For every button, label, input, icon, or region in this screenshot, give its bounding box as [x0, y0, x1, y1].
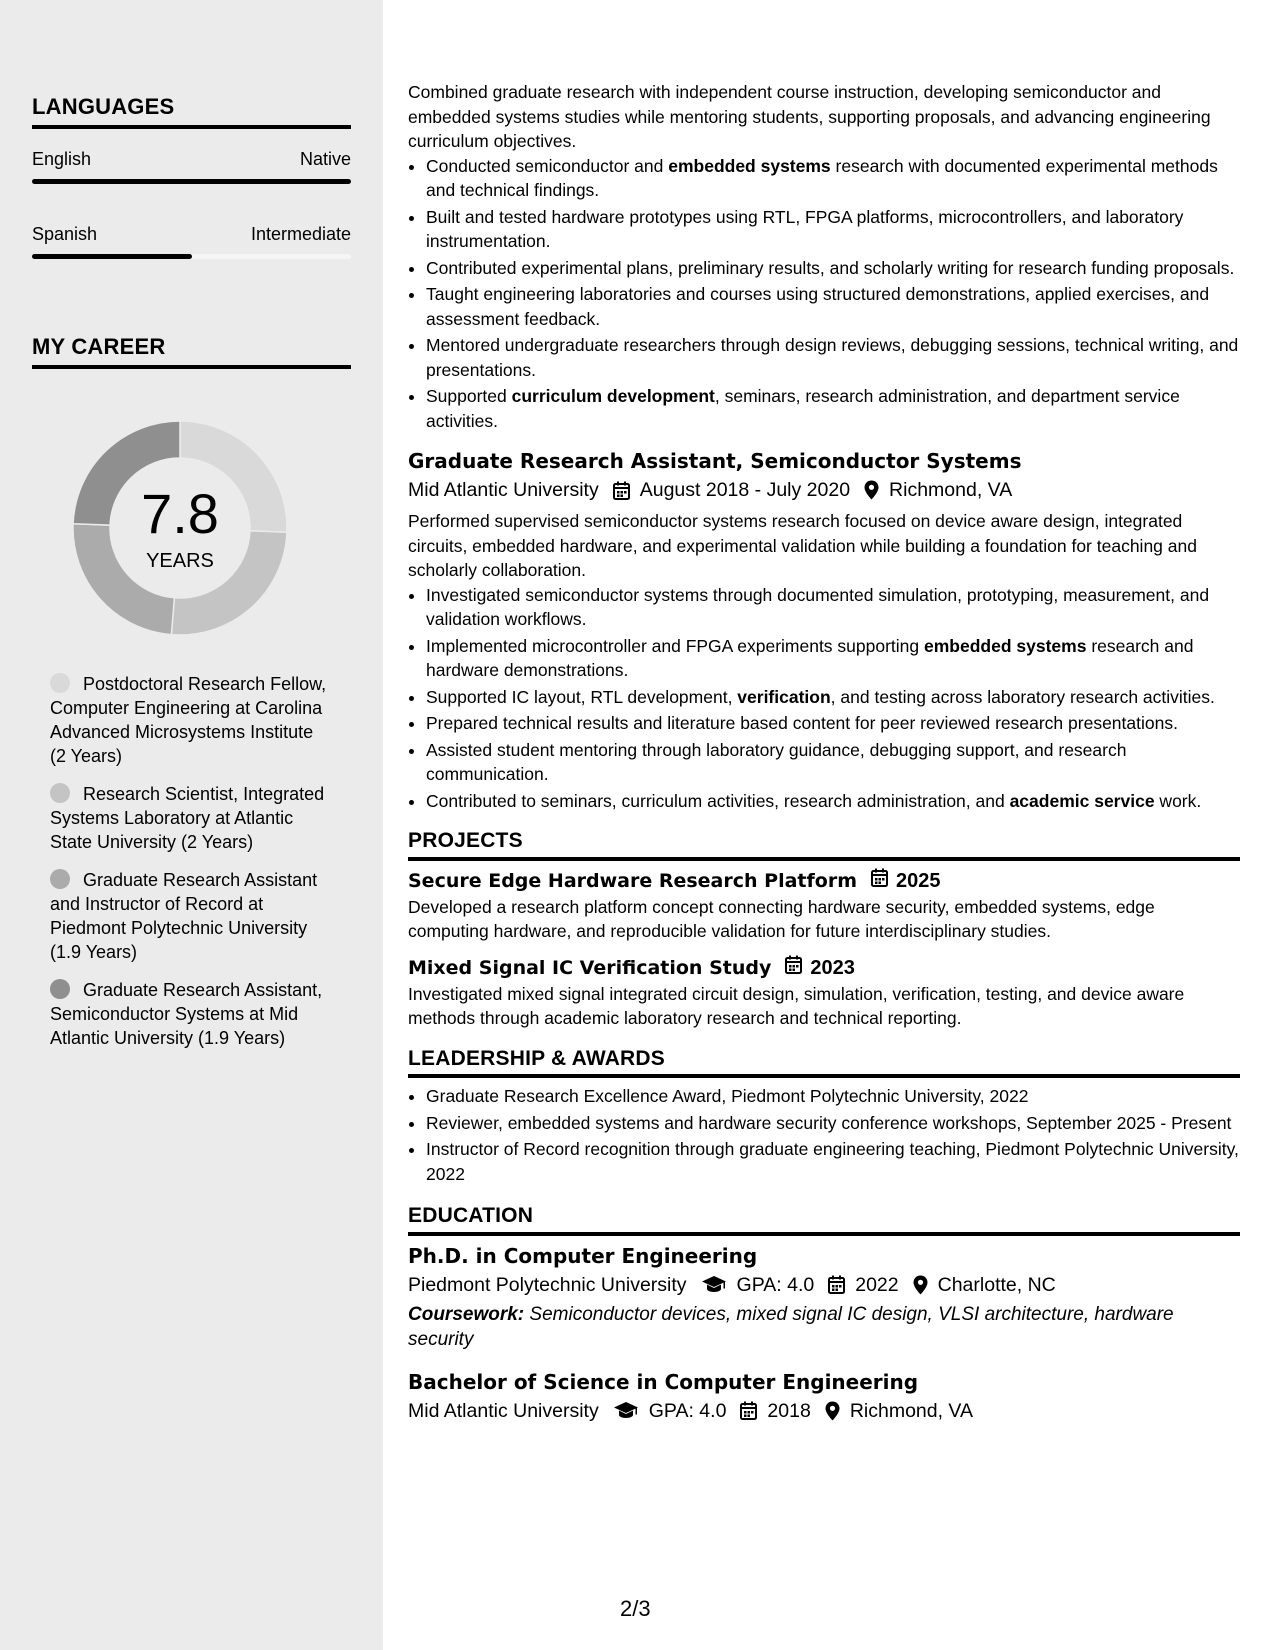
list-item: • Implemented microcontroller and FPGA experiments supporting embedded systems research and hardware demonstrations. [426, 634, 1240, 683]
calendar-icon [871, 867, 888, 895]
project-item [408, 954, 1240, 1031]
career-legend-item [50, 868, 330, 964]
school-name: Piedmont Polytechnic University [408, 1273, 687, 1296]
job-summary: Performed supervised semiconductor systems research focused on device aware design, integrated circuits, embedded hardware, and experimental validation while building a foundation for teaching and scholarly collaboration. [408, 511, 1197, 580]
career-donut-center [64, 412, 296, 644]
project-title: Secure Edge Hardware Research Platform [408, 869, 857, 892]
coursework-label: Coursework: [408, 1303, 525, 1325]
project-title: Mixed Signal IC Verification Study [408, 956, 772, 979]
career-legend-item [50, 782, 330, 854]
career-legend-label: Graduate Research Assistant, Semiconductor Systems at Mid Atlantic University (1.9 Years) [50, 980, 323, 1048]
language-name: Spanish [32, 224, 98, 244]
career-legend-label: Graduate Research Assistant and Instructor of Record at Piedmont Polytechnic University (1.9 Years) [50, 870, 318, 962]
gpa: GPA: 4.0 [648, 1399, 727, 1422]
career-legend-label: Research Scientist, Integrated Systems Laboratory at Atlantic State University (2 Years) [50, 784, 325, 852]
calendar-icon [785, 954, 802, 982]
job-title: Graduate Research Assistant, Semiconductor Systems [408, 449, 1022, 473]
career-legend-item [50, 672, 330, 768]
school-location: Charlotte, NC [937, 1273, 1056, 1296]
career-total-unit: YEARS [146, 550, 214, 572]
career-title: MY CAREER [32, 334, 351, 369]
legend-dot [50, 869, 70, 889]
degree-title: Bachelor of Science in Computer Engineering [408, 1369, 919, 1394]
list-item: • Built and tested hardware prototypes using RTL, FPGA platforms, microcontrollers, and laboratory instrumentation. [426, 205, 1240, 254]
language-name: English [32, 149, 92, 169]
legend-dot [50, 673, 70, 693]
list-item: • Graduate Research Excellence Award, Piedmont Polytechnic University, 2022 [426, 1084, 1240, 1109]
career-total-years: 7.8 [141, 482, 219, 545]
career-legend-label: Postdoctoral Research Fellow, Computer Engineering at Carolina Advanced Microsystems Institute (2 Years) [50, 674, 327, 766]
awards-title: LEADERSHIP & AWARDS [408, 1047, 1240, 1079]
main-content [408, 80, 1240, 1426]
degree-title: Ph.D. in Computer Engineering [408, 1243, 758, 1268]
calendar-icon [828, 1275, 845, 1294]
job-org: Mid Atlantic University [408, 479, 599, 501]
location-pin-icon [825, 1401, 840, 1421]
list-item: • Taught engineering laboratories and courses using structured demonstrations, applied exercises, and assessment feedback. [426, 282, 1240, 331]
language-item [32, 224, 351, 259]
school-location: Richmond, VA [849, 1399, 974, 1422]
education-item [408, 1242, 1240, 1352]
project-year: 2025 [896, 869, 941, 892]
list-item: • Instructor of Record recognition through graduate engineering teaching, Piedmont Polytechnic University, 2022 [426, 1137, 1240, 1186]
location-pin-icon [913, 1275, 928, 1295]
language-bar-fill [32, 254, 192, 259]
sidebar [0, 0, 383, 1650]
job-location: Richmond, VA [889, 479, 1013, 501]
education-meta [408, 1396, 1240, 1426]
language-bar-fill [32, 179, 351, 184]
language-level: Intermediate [250, 224, 351, 244]
page-number: 2/3 [620, 1596, 651, 1621]
graduation-cap-icon [701, 1275, 727, 1294]
projects-title: PROJECTS [408, 829, 1240, 861]
location-pin-icon [864, 480, 879, 500]
project-desc: Investigated mixed signal integrated circuit design, simulation, verification, testing, and device aware methods through academic laboratory research and technical reporting. [408, 983, 1185, 1028]
list-item: • Contributed experimental plans, preliminary results, and scholarly writing for research funding proposals. [426, 256, 1240, 281]
language-item [32, 149, 351, 184]
coursework [408, 1302, 1240, 1352]
list-item: • Conducted semiconductor and embedded systems research with documented experimental methods and technical findings. [426, 154, 1240, 203]
list-item: • Mentored undergraduate researchers through design reviews, debugging sessions, technical writing, and presentations. [426, 333, 1240, 382]
education-meta [408, 1270, 1240, 1300]
list-item: • Prepared technical results and literature based content for peer reviewed research presentations. [426, 711, 1240, 736]
awards-list [408, 1084, 1240, 1186]
coursework-text: Semiconductor devices, mixed signal IC design, VLSI architecture, hardware security [408, 1303, 1174, 1350]
language-bar [32, 179, 351, 184]
language-level: Native [299, 149, 351, 169]
project-item [408, 867, 1240, 944]
career-legend-item [50, 978, 330, 1050]
job-intro-bullets [408, 154, 1240, 434]
job-intro-summary: Combined graduate research with independent course instruction, developing semiconductor and embedded systems studies while mentoring students, supporting proposals, and advancing engineering curriculum objectives. [408, 82, 1211, 151]
list-item: • Supported curriculum development, seminars, research administration, and department service activities. [426, 384, 1240, 433]
job-meta [408, 475, 1240, 505]
career-donut-chart [64, 412, 296, 644]
legend-dot [50, 783, 70, 803]
calendar-icon [740, 1401, 757, 1420]
project-desc: Developed a research platform concept connecting hardware security, embedded systems, edge computing hardware, and reproducible validation for future interdisciplinary studies. [408, 896, 1155, 941]
list-item: • Assisted student mentoring through laboratory guidance, debugging support, and research communication. [426, 738, 1240, 787]
job-bullets [408, 583, 1240, 814]
school-name: Mid Atlantic University [408, 1399, 599, 1422]
education-title: EDUCATION [408, 1204, 1240, 1236]
career-section [32, 334, 351, 369]
list-item: • Investigated semiconductor systems through documented simulation, prototyping, measurement, and validation workflows. [426, 583, 1240, 632]
list-item: • Supported IC layout, RTL development, verification, and testing across laboratory research activities. [426, 685, 1240, 710]
languages-title: LANGUAGES [32, 94, 351, 129]
list-item: • Contributed to seminars, curriculum activities, research administration, and academic service work. [426, 789, 1240, 814]
calendar-icon [613, 481, 630, 500]
gpa: GPA: 4.0 [736, 1273, 815, 1296]
graduation-year: 2022 [855, 1273, 899, 1296]
legend-dot [50, 979, 70, 999]
languages-section [32, 94, 351, 259]
language-bar [32, 254, 351, 259]
project-year: 2023 [810, 956, 855, 979]
career-legend [50, 672, 330, 1064]
job-dates: August 2018 - July 2020 [639, 479, 851, 501]
graduation-year: 2018 [767, 1399, 811, 1422]
graduation-cap-icon [613, 1401, 639, 1420]
list-item: • Reviewer, embedded systems and hardware security conference workshops, September 2025 - Present [426, 1111, 1240, 1136]
education-item [408, 1368, 1240, 1426]
